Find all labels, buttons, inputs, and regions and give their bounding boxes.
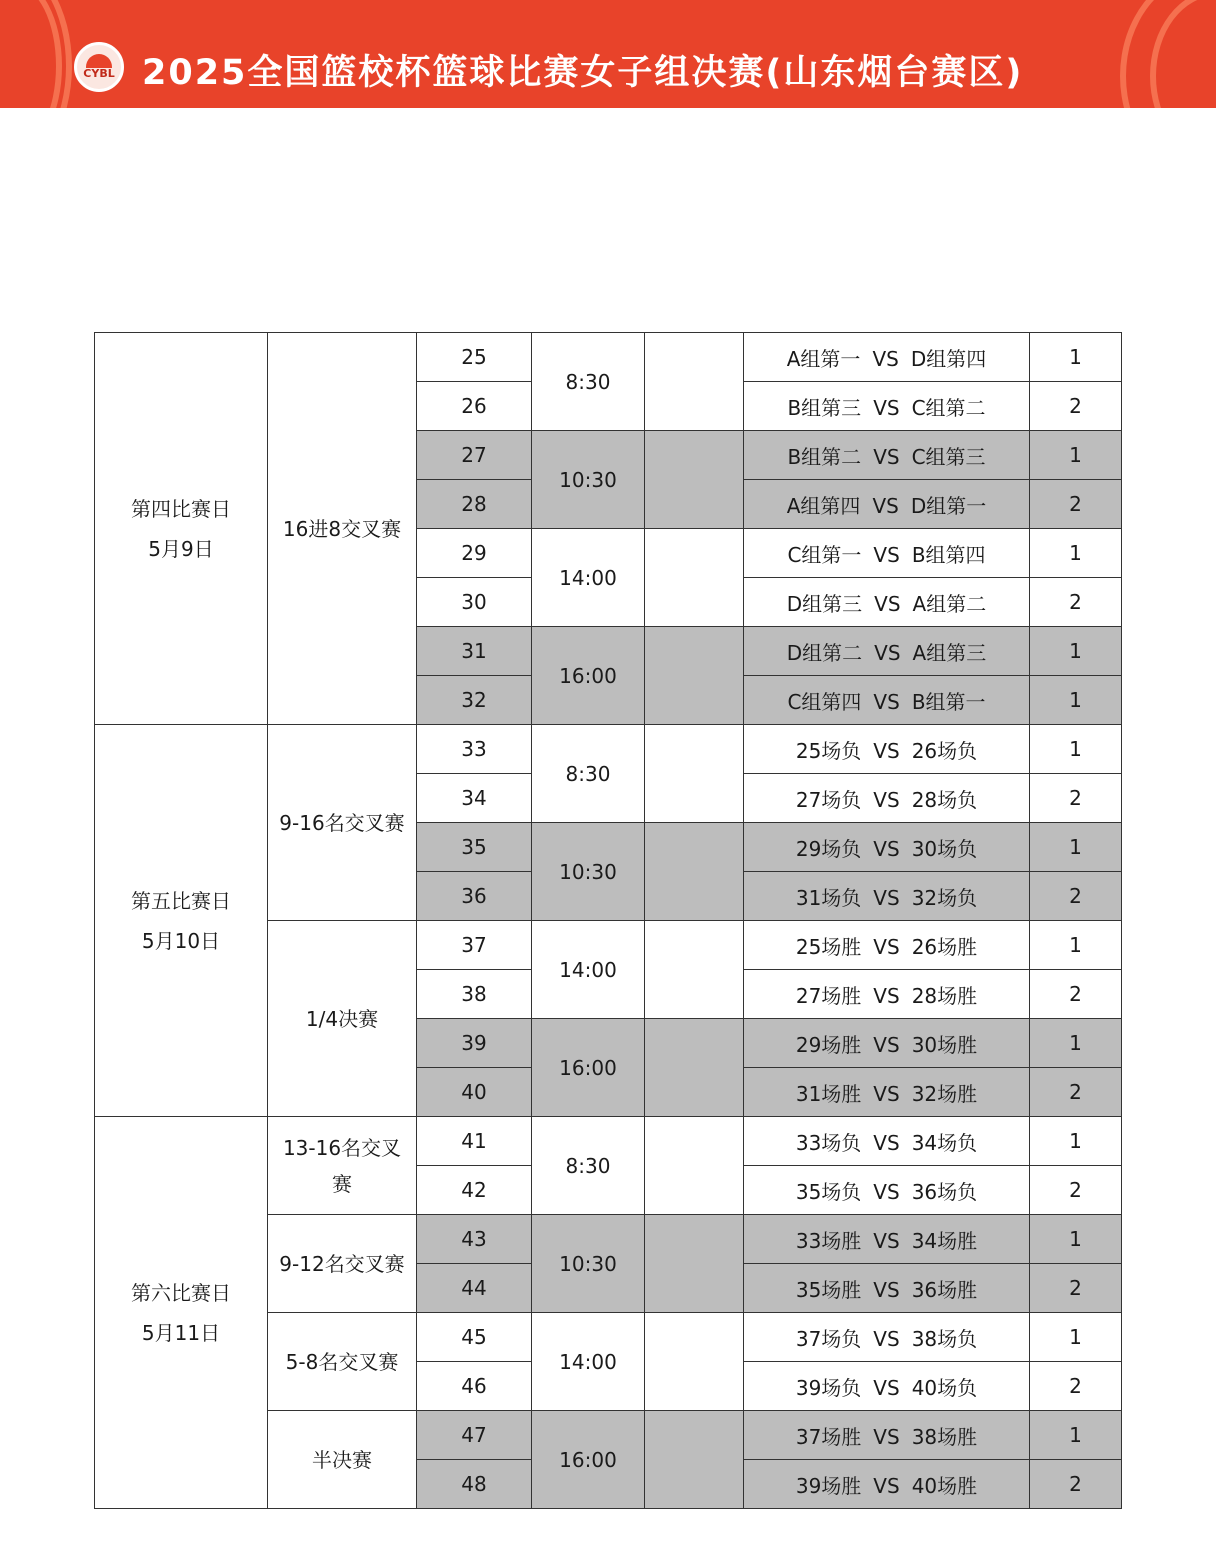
matchup	[744, 480, 1030, 529]
matchup-away: A组第二	[912, 591, 987, 616]
matchup	[744, 1068, 1030, 1117]
matchup	[744, 627, 1030, 676]
matchup-away: 28场负	[911, 787, 978, 812]
matchup-away: 34场负	[911, 1130, 978, 1155]
match-number: 47	[417, 1411, 532, 1460]
matchup-away: 36场负	[911, 1179, 978, 1204]
matchup-away: 28场胜	[911, 983, 978, 1008]
matchup-vs: VS	[873, 787, 900, 812]
matchup-away: 26场负	[911, 738, 978, 763]
matchup-away: B组第四	[911, 542, 986, 567]
blank-cell	[645, 1117, 744, 1215]
blank-cell	[645, 431, 744, 529]
blank-cell	[645, 921, 744, 1019]
matchup-vs: VS	[873, 1326, 900, 1351]
matchup	[744, 1166, 1030, 1215]
matchup-home: 33场胜	[795, 1228, 862, 1253]
matchup-home: 27场负	[795, 787, 862, 812]
match-number: 28	[417, 480, 532, 529]
matchup	[744, 872, 1030, 921]
match-day-name: 第四比赛日	[131, 496, 231, 521]
round-name: 半决赛	[268, 1411, 417, 1509]
matchup-home: D组第三	[786, 591, 863, 616]
matchup-away: 40场胜	[911, 1473, 978, 1498]
court-number: 2	[1030, 578, 1122, 627]
match-time: 8:30	[532, 725, 645, 823]
match-time: 10:30	[532, 823, 645, 921]
blank-cell	[645, 1215, 744, 1313]
round-name: 9-12名交叉赛	[268, 1215, 417, 1313]
matchup	[744, 333, 1030, 382]
table-row	[95, 725, 1122, 774]
match-number: 25	[417, 333, 532, 382]
court-number: 1	[1030, 823, 1122, 872]
court-number: 2	[1030, 970, 1122, 1019]
basketball-icon	[86, 54, 112, 68]
matchup-home: 35场负	[795, 1179, 862, 1204]
court-number: 1	[1030, 1215, 1122, 1264]
matchup-away: 30场负	[911, 836, 978, 861]
matchup-home: C组第四	[787, 689, 862, 714]
match-day-date: 5月10日	[141, 928, 221, 953]
court-number: 1	[1030, 529, 1122, 578]
matchup-vs: VS	[872, 493, 899, 518]
matchup-away: 40场负	[911, 1375, 978, 1400]
match-time: 14:00	[532, 529, 645, 627]
match-number: 33	[417, 725, 532, 774]
match-time: 16:00	[532, 1019, 645, 1117]
match-number: 41	[417, 1117, 532, 1166]
court-number: 2	[1030, 1460, 1122, 1509]
matchup	[744, 1411, 1030, 1460]
blank-cell	[645, 1411, 744, 1509]
matchup	[744, 382, 1030, 431]
matchup-home: 31场胜	[795, 1081, 862, 1106]
court-number: 2	[1030, 872, 1122, 921]
round-name: 16进8交叉赛	[268, 333, 417, 725]
match-number: 42	[417, 1166, 532, 1215]
matchup-vs: VS	[873, 1375, 900, 1400]
court-number: 1	[1030, 1313, 1122, 1362]
matchup-vs: VS	[873, 1081, 900, 1106]
matchup-home: A组第四	[786, 493, 861, 518]
blank-cell	[645, 823, 744, 921]
matchup-away: 26场胜	[911, 934, 978, 959]
matchup-away: 38场胜	[911, 1424, 978, 1449]
matchup-away: D组第一	[910, 493, 987, 518]
round-name: 13-16名交叉赛	[268, 1117, 417, 1215]
court-number: 1	[1030, 431, 1122, 480]
matchup-away: 30场胜	[911, 1032, 978, 1057]
matchup	[744, 725, 1030, 774]
cybl-logo	[74, 42, 124, 92]
matchup	[744, 1019, 1030, 1068]
matchup	[744, 529, 1030, 578]
court-number: 1	[1030, 1117, 1122, 1166]
match-number: 32	[417, 676, 532, 725]
matchup	[744, 921, 1030, 970]
schedule-table	[94, 332, 1122, 1509]
match-day-date: 5月9日	[148, 536, 214, 561]
matchup	[744, 1460, 1030, 1509]
court-number: 1	[1030, 1411, 1122, 1460]
match-time: 14:00	[532, 921, 645, 1019]
matchup-vs: VS	[874, 640, 901, 665]
court-number: 2	[1030, 1068, 1122, 1117]
matchup-home: 35场胜	[795, 1277, 862, 1302]
blank-cell	[645, 627, 744, 725]
matchup-vs: VS	[873, 1424, 900, 1449]
matchup-vs: VS	[873, 934, 900, 959]
matchup-home: 37场负	[795, 1326, 862, 1351]
matchup-home: 37场胜	[795, 1424, 862, 1449]
court-number: 1	[1030, 676, 1122, 725]
matchup	[744, 1264, 1030, 1313]
match-number: 34	[417, 774, 532, 823]
matchup-home: 31场负	[795, 885, 862, 910]
table-row	[95, 333, 1122, 382]
matchup	[744, 676, 1030, 725]
matchup-home: 25场胜	[795, 934, 862, 959]
match-number: 39	[417, 1019, 532, 1068]
matchup-vs: VS	[873, 542, 900, 567]
match-time: 8:30	[532, 333, 645, 431]
matchup-home: 39场胜	[795, 1473, 862, 1498]
match-day-cell	[95, 1117, 268, 1509]
matchup	[744, 578, 1030, 627]
matchup-vs: VS	[873, 1179, 900, 1204]
header-banner	[0, 0, 1216, 108]
matchup-home: D组第二	[786, 640, 863, 665]
blank-cell	[645, 1313, 744, 1411]
blank-cell	[645, 529, 744, 627]
matchup-home: B组第三	[787, 395, 862, 420]
round-name: 5-8名交叉赛	[268, 1313, 417, 1411]
matchup-home: 33场负	[795, 1130, 862, 1155]
matchup-vs: VS	[873, 983, 900, 1008]
court-number: 2	[1030, 480, 1122, 529]
match-number: 45	[417, 1313, 532, 1362]
court-number: 1	[1030, 627, 1122, 676]
matchup	[744, 970, 1030, 1019]
matchup-away: A组第三	[912, 640, 987, 665]
matchup-vs: VS	[873, 1473, 900, 1498]
matchup-vs: VS	[873, 1228, 900, 1253]
matchup	[744, 1215, 1030, 1264]
matchup	[744, 1117, 1030, 1166]
matchup-away: C组第三	[911, 444, 986, 469]
court-number: 1	[1030, 921, 1122, 970]
matchup-away: 38场负	[911, 1326, 978, 1351]
matchup-home: 29场胜	[795, 1032, 862, 1057]
match-time: 8:30	[532, 1117, 645, 1215]
match-time: 16:00	[532, 627, 645, 725]
court-number: 2	[1030, 1166, 1122, 1215]
matchup-away: D组第四	[910, 346, 987, 371]
matchup-away: 36场胜	[911, 1277, 978, 1302]
matchup-home: A组第一	[786, 346, 861, 371]
match-day-name: 第六比赛日	[131, 1280, 231, 1305]
court-number: 2	[1030, 1362, 1122, 1411]
matchup-vs: VS	[873, 1277, 900, 1302]
match-day-cell	[95, 333, 268, 725]
matchup-vs: VS	[873, 836, 900, 861]
matchup-vs: VS	[873, 689, 900, 714]
matchup-away: B组第一	[911, 689, 986, 714]
match-number: 38	[417, 970, 532, 1019]
court-number: 1	[1030, 725, 1122, 774]
blank-cell	[645, 725, 744, 823]
match-time: 16:00	[532, 1411, 645, 1509]
matchup-home: 27场胜	[795, 983, 862, 1008]
match-number: 44	[417, 1264, 532, 1313]
matchup-home: C组第一	[787, 542, 862, 567]
match-time: 10:30	[532, 431, 645, 529]
blank-cell	[645, 1019, 744, 1117]
blank-cell	[645, 333, 744, 431]
match-number: 27	[417, 431, 532, 480]
matchup-vs: VS	[874, 591, 901, 616]
matchup-vs: VS	[873, 885, 900, 910]
match-number: 31	[417, 627, 532, 676]
court-number: 2	[1030, 1264, 1122, 1313]
matchup-away: 34场胜	[911, 1228, 978, 1253]
match-number: 29	[417, 529, 532, 578]
match-number: 48	[417, 1460, 532, 1509]
matchup	[744, 823, 1030, 872]
match-day-date: 5月11日	[141, 1320, 221, 1345]
matchup	[744, 774, 1030, 823]
court-number: 1	[1030, 333, 1122, 382]
match-day-name: 第五比赛日	[131, 888, 231, 913]
page-title: 2025全国篮校杯篮球比赛女子组决赛(山东烟台赛区)	[142, 53, 1024, 93]
court-number: 1	[1030, 1019, 1122, 1068]
matchup-vs: VS	[873, 444, 900, 469]
matchup-home: 39场负	[795, 1375, 862, 1400]
matchup	[744, 1313, 1030, 1362]
matchup-home: B组第二	[787, 444, 862, 469]
round-name: 9-16名交叉赛	[268, 725, 417, 921]
matchup-home: 29场负	[795, 836, 862, 861]
court-number: 2	[1030, 382, 1122, 431]
match-number: 40	[417, 1068, 532, 1117]
matchup	[744, 1362, 1030, 1411]
matchup-vs: VS	[872, 346, 899, 371]
matchup-vs: VS	[873, 738, 900, 763]
matchup	[744, 431, 1030, 480]
matchup-away: 32场胜	[911, 1081, 978, 1106]
matchup-vs: VS	[873, 395, 900, 420]
match-time: 10:30	[532, 1215, 645, 1313]
match-number: 43	[417, 1215, 532, 1264]
matchup-away: 32场负	[911, 885, 978, 910]
match-day-cell	[95, 725, 268, 1117]
round-name: 1/4决赛	[268, 921, 417, 1117]
court-number: 2	[1030, 774, 1122, 823]
banner-decoration	[0, 0, 62, 108]
match-number: 26	[417, 382, 532, 431]
matchup-vs: VS	[873, 1130, 900, 1155]
matchup-vs: VS	[873, 1032, 900, 1057]
matchup-away: C组第二	[911, 395, 986, 420]
logo-text: CYBL	[83, 67, 115, 80]
match-number: 36	[417, 872, 532, 921]
match-time: 14:00	[532, 1313, 645, 1411]
match-number: 37	[417, 921, 532, 970]
match-number: 30	[417, 578, 532, 627]
match-number: 35	[417, 823, 532, 872]
match-number: 46	[417, 1362, 532, 1411]
matchup-home: 25场负	[795, 738, 862, 763]
table-row	[95, 1117, 1122, 1166]
